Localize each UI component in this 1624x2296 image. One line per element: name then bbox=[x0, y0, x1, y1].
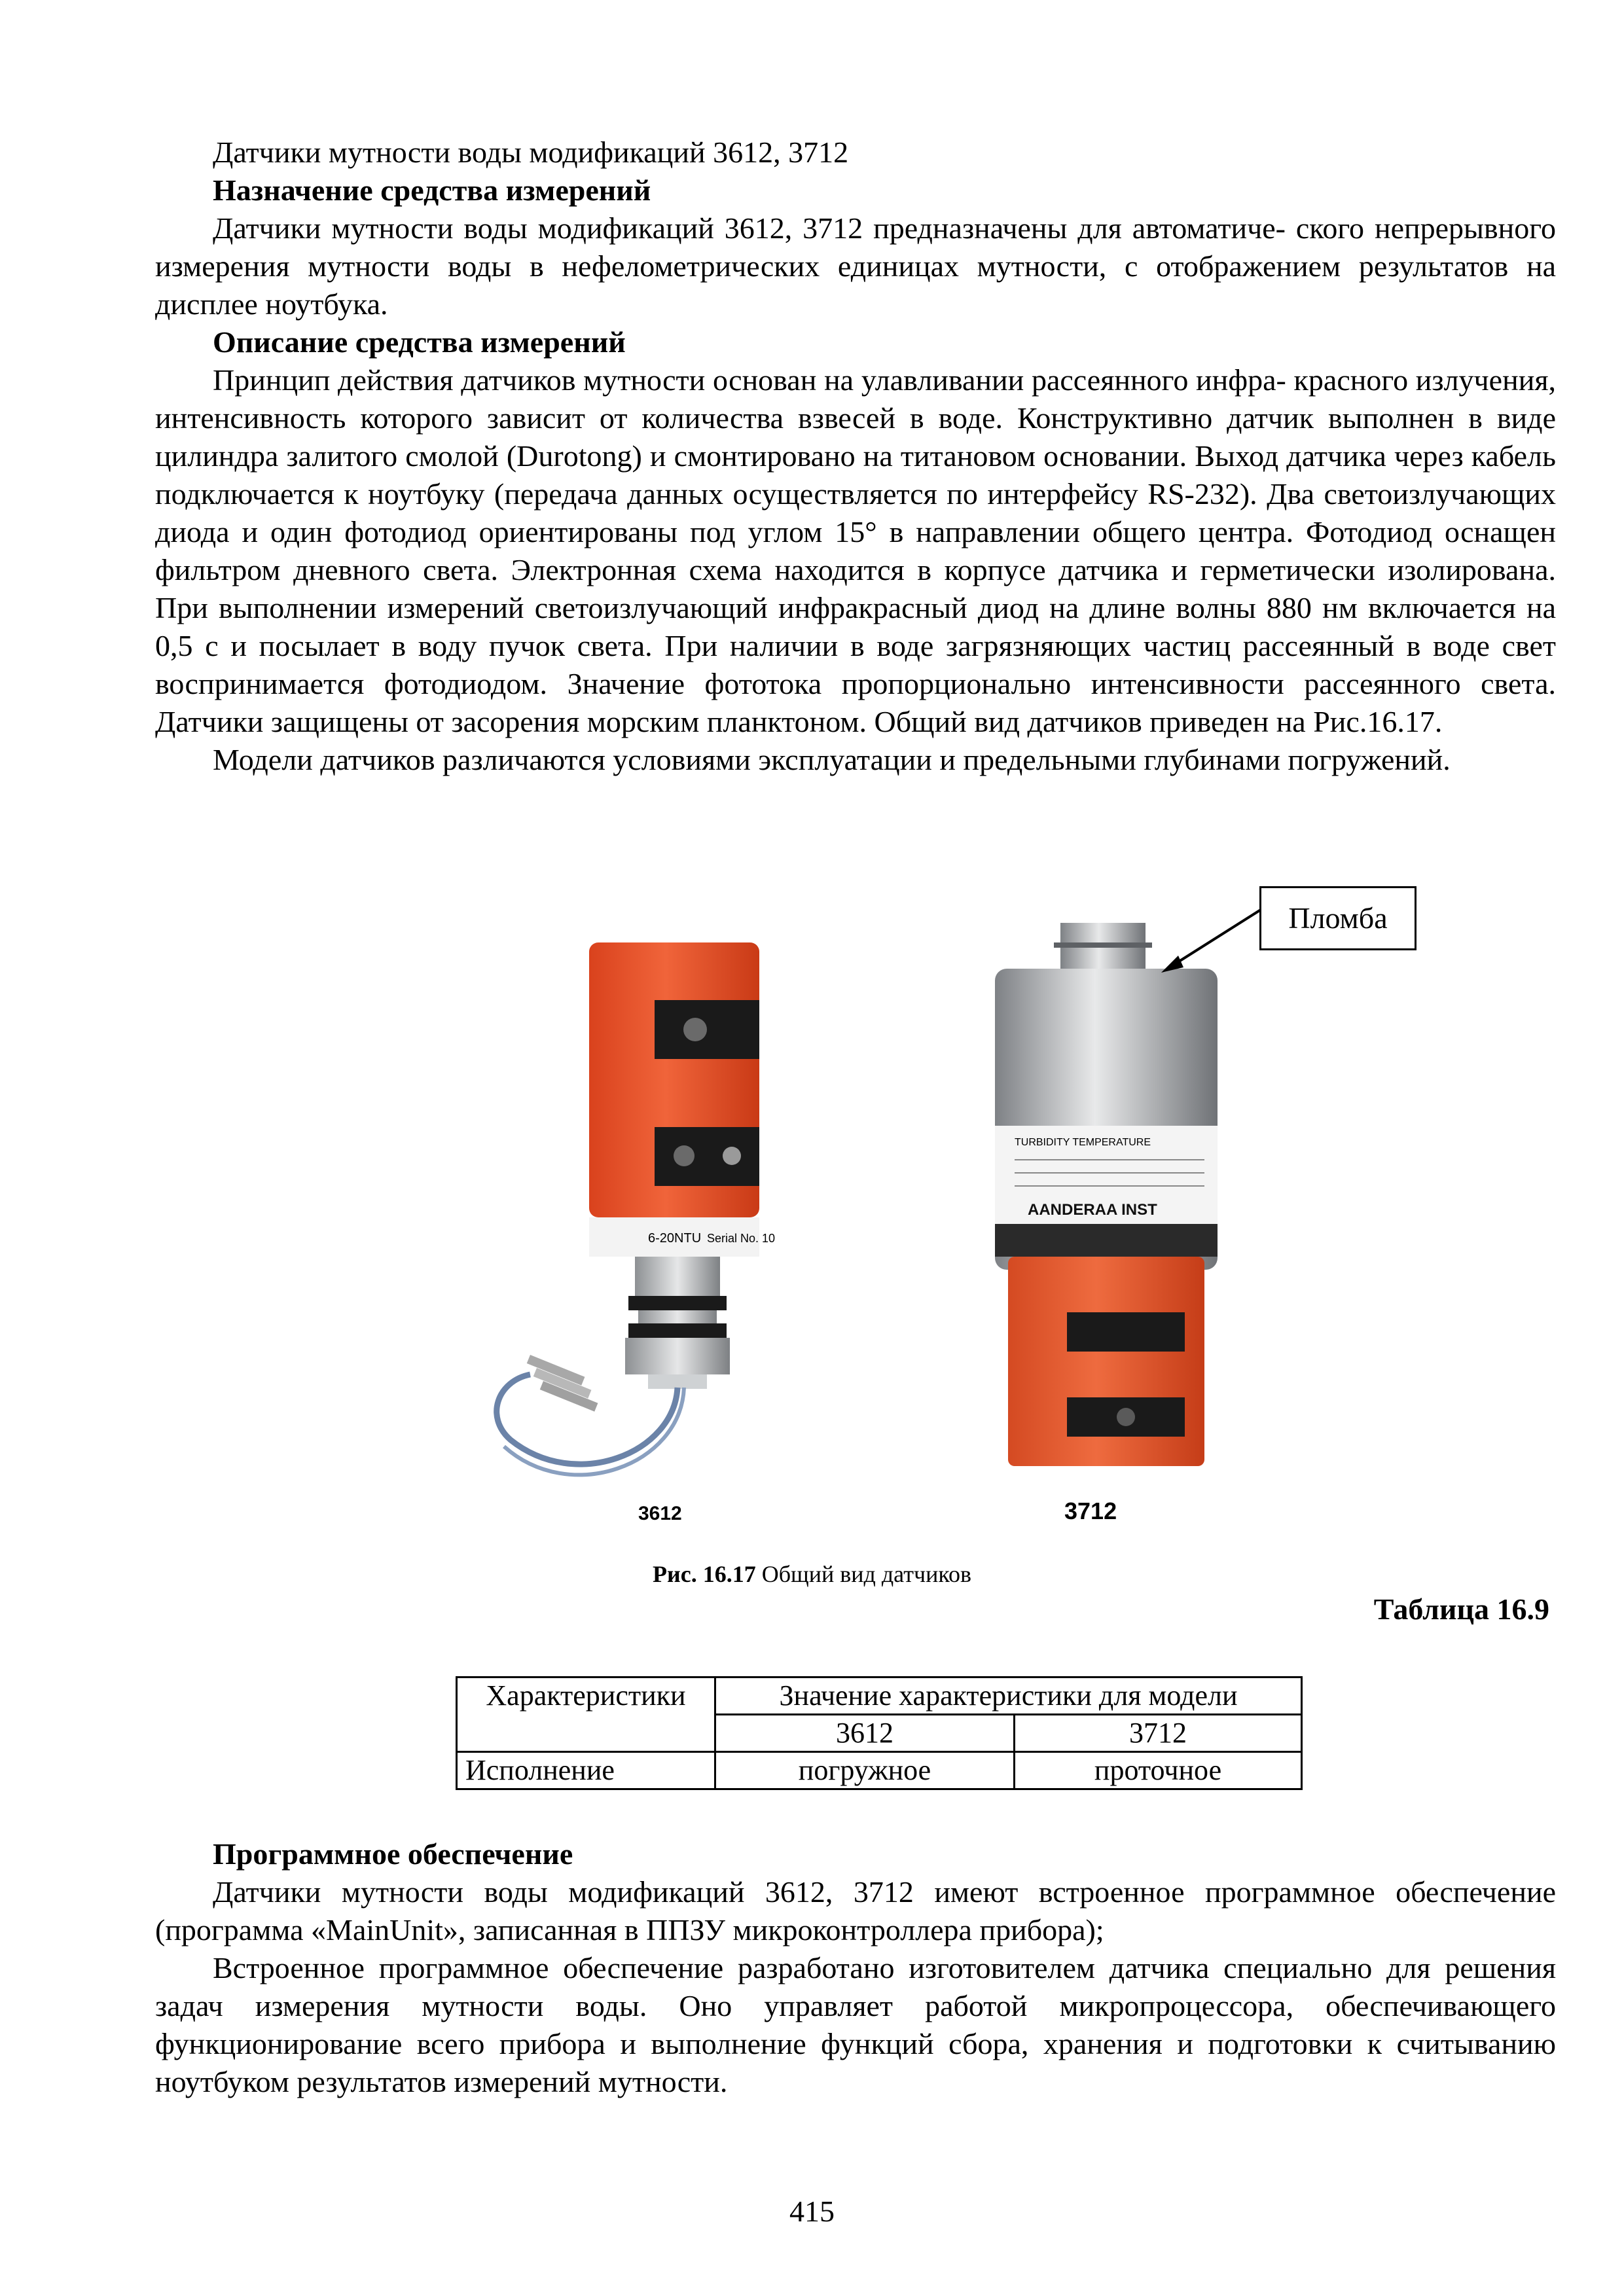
characteristics-table bbox=[456, 1676, 1303, 1790]
page-number: 415 bbox=[789, 2195, 835, 2228]
sensor-3612-serial-text: Serial No. 10 bbox=[707, 1232, 776, 1245]
table-cell-3712: проточное bbox=[1015, 1752, 1302, 1789]
table-header-characteristics: Характеристики bbox=[457, 1677, 715, 1752]
software-heading: Программное обеспечение bbox=[213, 1837, 573, 1871]
table-cell-3612: погружное bbox=[715, 1752, 1015, 1789]
sensor-3712-photo bbox=[969, 910, 1244, 1499]
sensor-3712-label: 3712 bbox=[1064, 1498, 1117, 1524]
callout-arrow bbox=[1152, 903, 1270, 982]
sensor-3612-label: 3612 bbox=[638, 1503, 682, 1524]
table-row bbox=[457, 1677, 1302, 1715]
lower-text-block bbox=[155, 1835, 1556, 2101]
table-cell-label: Исполнение bbox=[457, 1752, 715, 1789]
description-heading: Описание средства измерений bbox=[213, 325, 626, 359]
seal-callout-box: Пломба bbox=[1259, 886, 1416, 950]
sensor-3612-photo bbox=[458, 929, 825, 1505]
description-paragraph: Принцип действия датчиков мутности основан на улавливании рассеянного инфра- красного излучения, интенсивность которого зависит от количества взвесей в воде. Конструктивно датчик выполнен в виде цилиндра залитого смолой (Durotong) и смонтировано на титановом основании. Выход датчика через кабель подключается к ноутбуку (передача данных осуществляется по интерфейсу RS-232). Два светоизлучающих диода и один фотодиод ориентированы под углом 15° в направлении общего центра. Фотодиод оснащен фильтром дневного света. Электронная схема находится в корпусе датчика и герметически изолирована. При выполнении измерений светоизлучающий инфракрасный диод на длине волны 880 нм включается на 0,5 с и посылает в воду пучок света. При наличии в воде загрязняющих частиц рассеянный в воде свет воспринимается фотодиодом. Значение фототока пропорционально интенсивности рассеянного света. Датчики защищены от засорения морским планктоном. Общий вид датчиков приведен на Рис.16.17. bbox=[155, 363, 1556, 738]
purpose-heading: Назначение средства измерений bbox=[213, 173, 651, 207]
upper-text-block bbox=[155, 134, 1556, 779]
models-paragraph: Модели датчиков различаются условиями эксплуатации и предельными глубинами погружений. bbox=[213, 743, 1451, 776]
sensor-3712-brand-text: AANDERAA INST bbox=[1028, 1201, 1157, 1219]
figure-caption-number: Рис. 16.17 bbox=[653, 1561, 756, 1587]
software-paragraph-1: Датчики мутности воды модификаций 3612, 3712 имеют встроенное программное обеспечение (программа «MainUnit», записанная в ППЗУ микроконтроллера прибора); bbox=[155, 1875, 1556, 1946]
table-row bbox=[457, 1752, 1302, 1789]
sensor-3612-band-text: 6-20NTU bbox=[648, 1231, 702, 1246]
table-header-value: Значение характеристики для модели bbox=[715, 1677, 1302, 1715]
purpose-paragraph: Датчики мутности воды модификаций 3612, 3712 предназначены для автоматиче- ского непрерывного измерения мутности воды в нефелометрических единицах мутности, с отображением результатов на дисплее ноутбука. bbox=[155, 211, 1556, 321]
software-paragraph-2: Встроенное программное обеспечение разработано изготовителем датчика специально для решения задач измерения мутности воды. Оно управляет работой микропроцессора, обеспечивающего функционирование всего прибора и выполнение функций сбора, хранения и подготовки к считыванию ноутбуком результатов измерений мутности. bbox=[155, 1951, 1556, 2098]
sensor-3712-label-text: TURBIDITY TEMPERATURE bbox=[1015, 1137, 1151, 1148]
figure-caption bbox=[0, 1560, 1624, 1588]
figure-caption-text: Общий вид датчиков bbox=[755, 1561, 971, 1587]
table-header-model-3712: 3712 bbox=[1015, 1715, 1302, 1752]
table-header-model-3612: 3612 bbox=[715, 1715, 1015, 1752]
document-title: Датчики мутности воды модификаций 3612, 3712 bbox=[213, 135, 849, 169]
table-number: Таблица 16.9 bbox=[1373, 1592, 1549, 1626]
